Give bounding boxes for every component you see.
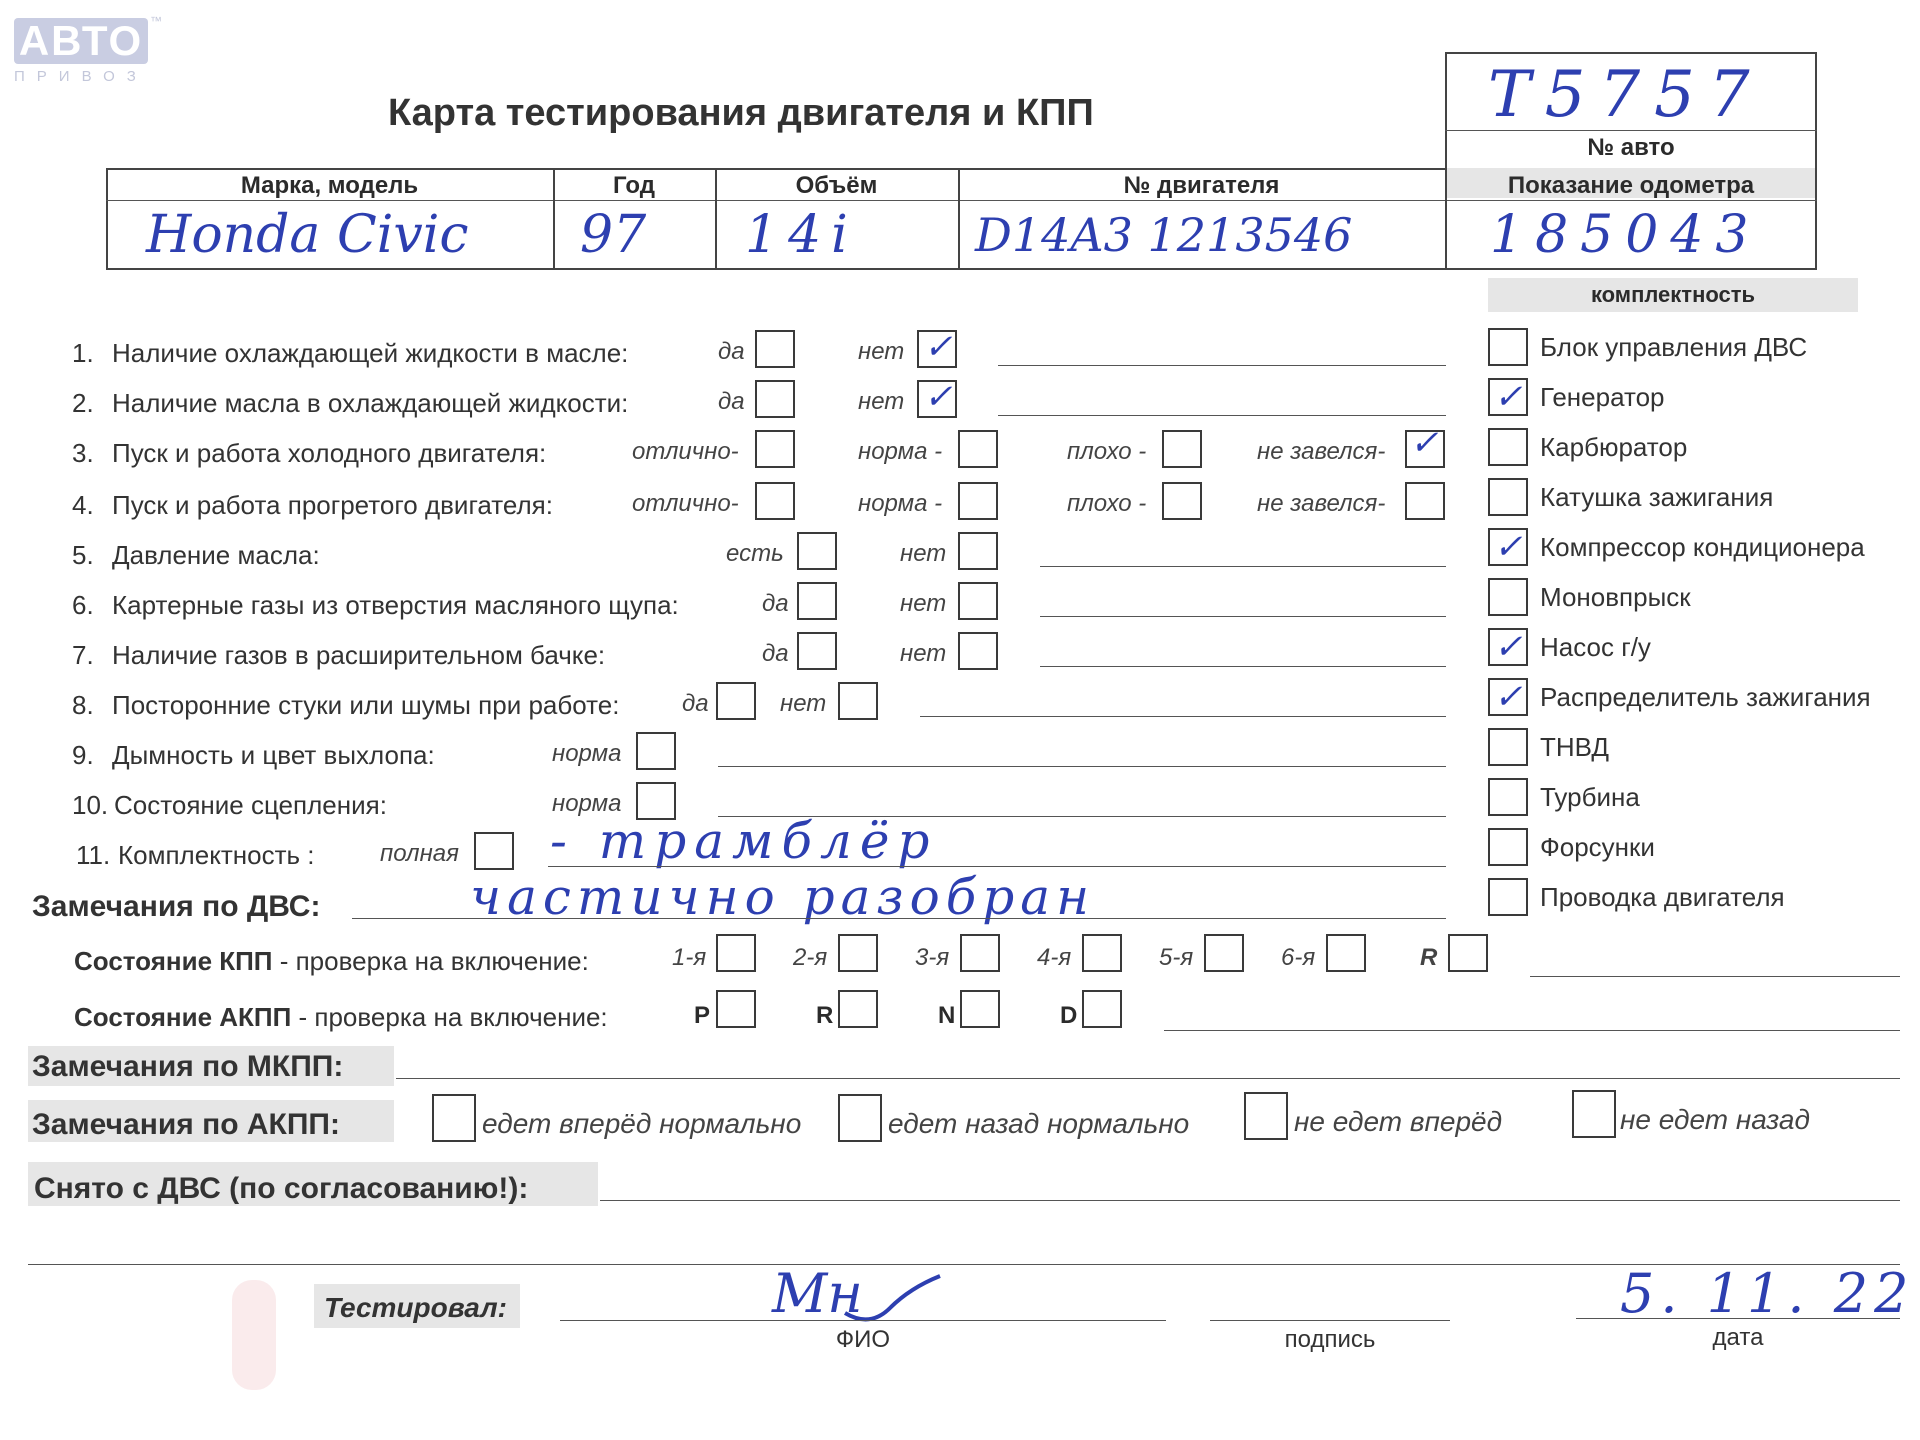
akpp-line (1164, 1030, 1900, 1031)
removed-label: Снято с ДВС (по согласованию!): (34, 1172, 529, 1205)
item-4-bad-checkbox[interactable] (1162, 482, 1202, 520)
item-7-yes-label: да (762, 640, 789, 667)
item-label-7: Наличие газов в расширительном бачке: (112, 640, 606, 670)
signature-stroke (840, 1268, 950, 1328)
item-4-excellent-label: отлично- (632, 490, 739, 517)
kit-label-distributor: Распределитель зажигания (1540, 682, 1871, 712)
item-6-yes-checkbox[interactable] (797, 582, 837, 620)
col-engine-no: № двигателя (1123, 172, 1280, 199)
value-brand-model: Honda Civic (146, 205, 469, 265)
item-7-no-checkbox[interactable] (958, 632, 998, 670)
akpp-check-label (74, 1002, 608, 1033)
mkpp-notes-line (396, 1078, 1900, 1079)
fio-handwriting: Мн (772, 1262, 863, 1325)
akpp-mode-r-checkbox[interactable] (838, 990, 878, 1028)
value-year: 97 (580, 205, 647, 265)
auto-number-value: T5757 (1488, 58, 1764, 132)
item-1-yes-label: да (718, 338, 745, 365)
item-3-nostart-mark: ✓ (1410, 423, 1439, 463)
col-year: Год (613, 172, 655, 199)
item-5-line (1040, 566, 1446, 567)
page-title: Карта тестирования двигателя и КПП (388, 92, 1094, 134)
item-4-normal-label: норма - (858, 490, 943, 517)
akpp-reverse-ok-label: едет назад нормально (888, 1108, 1190, 1139)
item-5-yes-checkbox[interactable] (797, 532, 837, 570)
item-number-11: 11. (76, 840, 111, 870)
kit-checkbox-injectors[interactable] (1488, 828, 1528, 866)
akpp-no-forward-checkbox[interactable] (1244, 1092, 1288, 1140)
sign-label: подпись (1284, 1326, 1376, 1353)
item-5-no-checkbox[interactable] (958, 532, 998, 570)
kpp-gear-6-label: 6-я (1281, 944, 1316, 971)
kpp-gear-4-checkbox[interactable] (1082, 934, 1122, 972)
item-4-normal-checkbox[interactable] (958, 482, 998, 520)
tested-label: Тестировал: (324, 1292, 507, 1323)
item-3-nostart-label: не завелся- (1257, 438, 1386, 465)
value-odometer: 185043 (1490, 205, 1761, 265)
item-7-no-label: нет (900, 640, 947, 667)
item-9-normal-checkbox[interactable] (636, 732, 676, 770)
kit-mark-generator: ✓ (1494, 377, 1523, 417)
kpp-check-label (74, 946, 589, 977)
col-odometer: Показание одометра (1507, 172, 1755, 199)
kit-mark-distributor: ✓ (1494, 677, 1523, 717)
item-label-11: Комплектность : (118, 840, 315, 870)
item-label-3: Пуск и работа холодного двигателя: (112, 438, 547, 468)
sign-line (1210, 1320, 1450, 1321)
item-9-line (718, 766, 1446, 767)
fio-label: ФИО (835, 1326, 891, 1353)
kpp-gear-3-label: 3-я (915, 944, 950, 971)
col-volume: Объём (795, 172, 878, 199)
kpp-gear-1-checkbox[interactable] (716, 934, 756, 972)
akpp-suffix: - проверка на включение: (291, 1002, 608, 1032)
item-10-normal-label: норма (552, 790, 622, 817)
kit-checkbox-ecu[interactable] (1488, 328, 1528, 366)
auto-number-underline (1445, 130, 1817, 131)
kit-title: комплектность (1488, 278, 1858, 312)
removed-line (600, 1200, 1900, 1201)
item-5-no-label: нет (900, 540, 947, 567)
item-4-excellent-checkbox[interactable] (755, 482, 795, 520)
item-3-excellent-label: отлично- (632, 438, 739, 465)
item-number-1: 1. (72, 338, 94, 368)
kit-checkbox-carburetor[interactable] (1488, 428, 1528, 466)
item-8-yes-checkbox[interactable] (716, 682, 756, 720)
dvs-notes-label: Замечания по ДВС: (32, 890, 321, 923)
kit-mark-ac-compressor: ✓ (1494, 527, 1523, 567)
akpp-mode-r-label: R (816, 1002, 834, 1029)
value-volume: 14i (745, 205, 858, 265)
akpp-mode-d-checkbox[interactable] (1082, 990, 1122, 1028)
item-1-line (998, 365, 1446, 366)
item-3-bad-label: плохо - (1067, 438, 1147, 465)
item-5-yes-label: есть (726, 540, 784, 567)
item-number-5: 5. (72, 540, 94, 570)
item-2-line (998, 415, 1446, 416)
item-number-4: 4. (72, 490, 94, 520)
item-4-bad-label: плохо - (1067, 490, 1147, 517)
kit-checkbox-mono-injection[interactable] (1488, 578, 1528, 616)
kit-checkbox-engine-wiring[interactable] (1488, 878, 1528, 916)
kit-label-engine-wiring: Проводка двигателя (1540, 882, 1785, 912)
logo-text: АВТО (18, 17, 144, 64)
kpp-gear-1-label: 1-я (672, 944, 707, 971)
item-number-3: 3. (72, 438, 94, 468)
kit-label-carburetor: Карбюратор (1540, 432, 1688, 462)
item-11-line (548, 866, 1446, 867)
item-1-no-mark: ✓ (924, 327, 953, 367)
akpp-forward-ok-label: едет вперёд нормально (482, 1108, 802, 1139)
item-3-normal-label: норма - (858, 438, 943, 465)
kit-checkbox-ignition-coil[interactable] (1488, 478, 1528, 516)
kit-label-ecu: Блок управления ДВС (1540, 332, 1808, 362)
item-11-handwriting: - трамблёр (550, 812, 938, 870)
kpp-gear-r-label: R (1420, 944, 1438, 971)
kit-label-mono-injection: Моновпрыск (1540, 582, 1691, 612)
akpp-prefix: Состояние АКПП (74, 1002, 292, 1032)
item-6-line (1040, 616, 1446, 617)
kit-checkbox-turbine[interactable] (1488, 778, 1528, 816)
kit-checkbox-injection-pump[interactable] (1488, 728, 1528, 766)
akpp-mode-n-label: N (938, 1002, 956, 1029)
kpp-gear-r-checkbox[interactable] (1448, 934, 1488, 972)
akpp-no-reverse-label: не едет назад (1620, 1104, 1810, 1135)
item-label-8: Посторонние стуки или шумы при работе: (112, 690, 620, 720)
item-2-no-mark: ✓ (924, 377, 953, 417)
kpp-gear-5-checkbox[interactable] (1204, 934, 1244, 972)
stamp-smudge (232, 1280, 276, 1390)
item-number-2: 2. (72, 388, 94, 418)
akpp-no-reverse-checkbox[interactable] (1572, 1090, 1616, 1138)
kit-label-ps-pump: Насос г/у (1540, 632, 1651, 662)
logo (14, 18, 148, 64)
akpp-mode-n-checkbox[interactable] (960, 990, 1000, 1028)
kit-label-injectors: Форсунки (1540, 832, 1655, 862)
kpp-gear-3-checkbox[interactable] (960, 934, 1000, 972)
col-brand-model: Марка, модель (240, 172, 419, 199)
date-handwriting: 5. 11. 22 (1620, 1262, 1915, 1325)
item-6-yes-label: да (762, 590, 789, 617)
item-number-6: 6. (72, 590, 94, 620)
kit-label-turbine: Турбина (1540, 782, 1640, 812)
item-label-10: Состояние сцепления: (114, 790, 387, 820)
kit-label-ignition-coil: Катушка зажигания (1540, 482, 1774, 512)
akpp-mode-d-label: D (1060, 1002, 1078, 1029)
dvs-notes-line (352, 918, 1446, 919)
item-8-no-label: нет (780, 690, 827, 717)
item-3-normal-checkbox[interactable] (958, 430, 998, 468)
item-label-4: Пуск и работа прогретого двигателя: (112, 490, 553, 520)
auto-number-label: № авто (1587, 134, 1675, 161)
item-11-full-label: полная (380, 840, 459, 867)
fio-line (560, 1320, 1166, 1321)
header-divider (106, 200, 1817, 201)
logo-sub: ПРИВОЗ (14, 68, 148, 85)
akpp-mode-p-label: P (694, 1002, 711, 1029)
akpp-no-forward-label: не едет вперёд (1294, 1106, 1503, 1137)
kpp-suffix: - проверка на включение: (272, 946, 589, 976)
item-11-full-checkbox[interactable] (474, 832, 514, 870)
item-2-yes-checkbox[interactable] (755, 380, 795, 418)
kit-label-injection-pump: ТНВД (1540, 732, 1610, 762)
dvs-notes-handwriting: частично разобран (470, 868, 1096, 926)
kit-mark-ps-pump: ✓ (1494, 627, 1523, 667)
kpp-prefix: Состояние КПП (74, 946, 273, 976)
akpp-notes-label: Замечания по АКПП: (32, 1108, 340, 1141)
item-9-normal-label: норма (552, 740, 622, 767)
item-label-9: Дымность и цвет выхлопа: (112, 740, 435, 770)
kpp-gear-5-label: 5-я (1159, 944, 1194, 971)
akpp-reverse-ok-checkbox[interactable] (838, 1094, 882, 1142)
item-label-2: Наличие масла в охлаждающей жидкости: (112, 388, 629, 418)
item-3-bad-checkbox[interactable] (1162, 430, 1202, 468)
item-number-9: 9. (72, 740, 94, 770)
item-2-no-label: нет (858, 388, 905, 415)
item-6-no-checkbox[interactable] (958, 582, 998, 620)
item-number-8: 8. (72, 690, 94, 720)
kpp-line (1530, 976, 1900, 977)
item-label-1: Наличие охлаждающей жидкости в масле: (112, 338, 629, 368)
kpp-gear-4-label: 4-я (1037, 944, 1072, 971)
item-2-yes-label: да (718, 388, 745, 415)
akpp-mode-p-checkbox[interactable] (716, 990, 756, 1028)
value-engine-no: D14A3 1213546 (975, 208, 1353, 262)
kit-label-ac-compressor: Компрессор кондиционера (1540, 532, 1865, 562)
item-6-no-label: нет (900, 590, 947, 617)
kpp-gear-2-checkbox[interactable] (838, 934, 878, 972)
item-8-no-checkbox[interactable] (838, 682, 878, 720)
date-label: дата (1712, 1324, 1764, 1351)
item-8-line (920, 716, 1446, 717)
item-7-yes-checkbox[interactable] (797, 632, 837, 670)
logo-tm: ™ (150, 14, 162, 28)
item-label-6: Картерные газы из отверстия масляного щупа: (112, 590, 679, 620)
item-1-no-label: нет (858, 338, 905, 365)
kpp-gear-2-label: 2-я (793, 944, 828, 971)
item-7-line (1040, 666, 1446, 667)
item-number-10: 10. (72, 790, 109, 820)
kit-label-generator: Генератор (1540, 382, 1665, 412)
item-3-excellent-checkbox[interactable] (755, 430, 795, 468)
item-4-nostart-checkbox[interactable] (1405, 482, 1445, 520)
akpp-forward-ok-checkbox[interactable] (432, 1094, 476, 1142)
date-line (1576, 1318, 1900, 1319)
item-number-7: 7. (72, 640, 94, 670)
item-label-5: Давление масла: (112, 540, 320, 570)
kpp-gear-6-checkbox[interactable] (1326, 934, 1366, 972)
item-1-yes-checkbox[interactable] (755, 330, 795, 368)
mkpp-notes-label: Замечания по МКПП: (32, 1050, 344, 1083)
item-8-yes-label: да (682, 690, 709, 717)
item-4-nostart-label: не завелся- (1257, 490, 1386, 517)
